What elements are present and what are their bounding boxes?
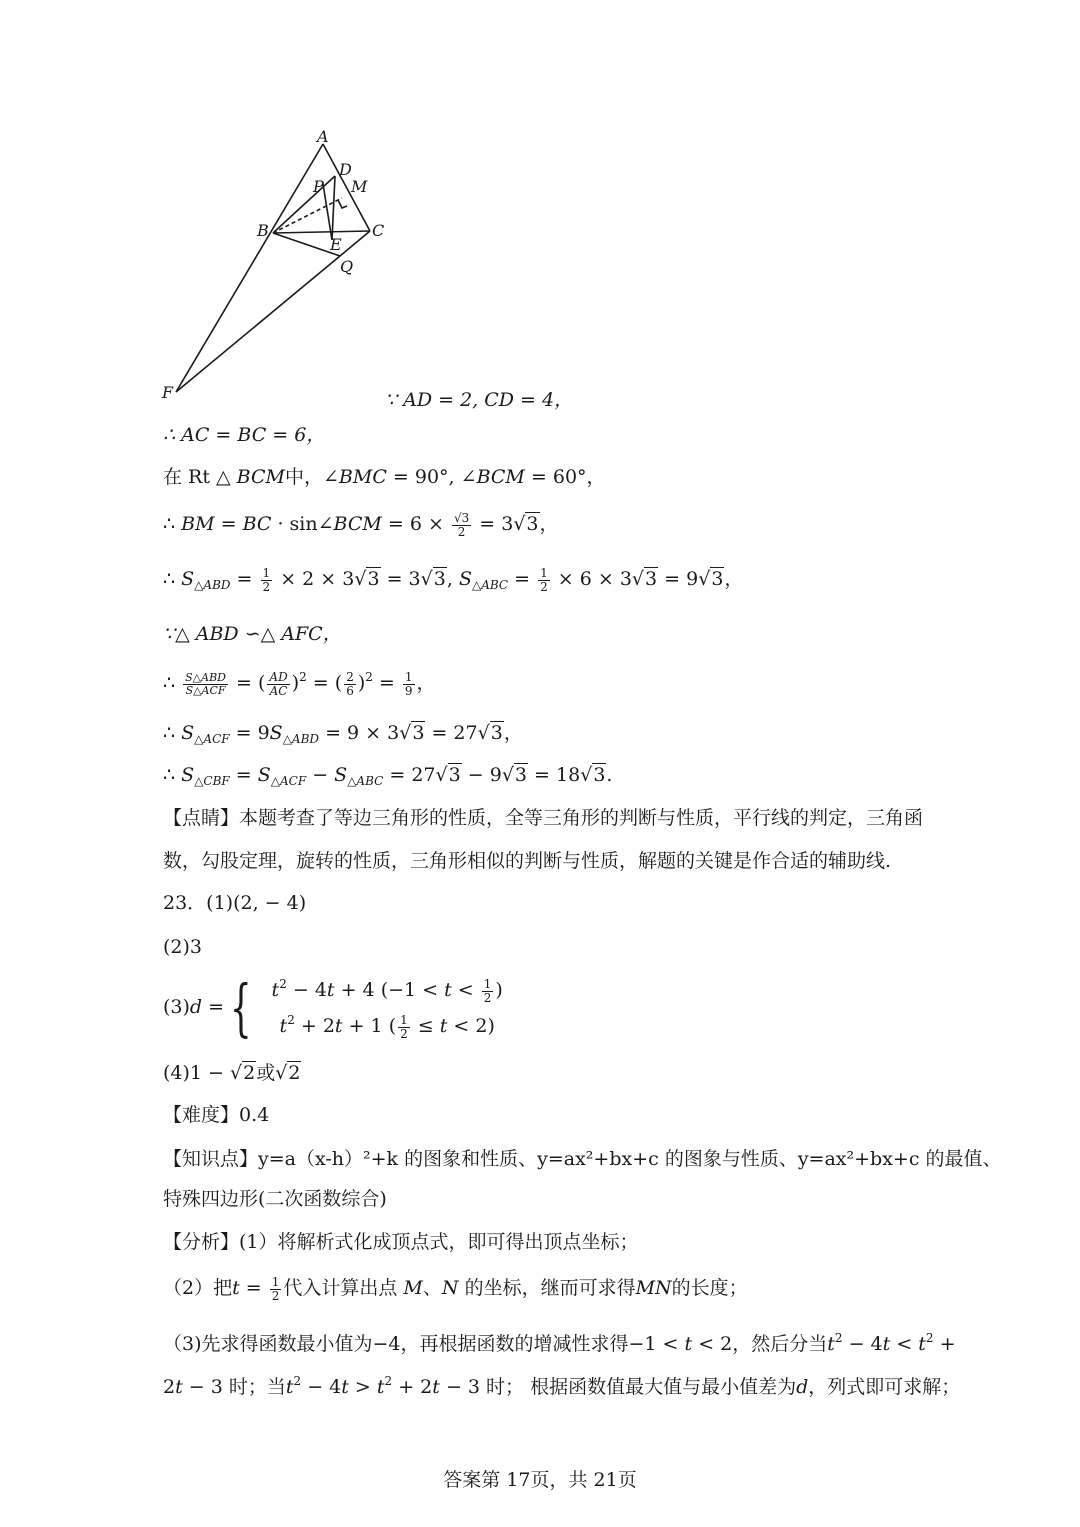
right-triangle-bcm: 在 Rt △ BCM中，∠BMC = 90°, ∠BCM = 60°， [163,466,606,488]
area-abd-abc: ∴ $S_{\triangle ABD}$ = $\frac{1}{2}$ × 2 × 3√3 = 3√3, $S_{\triangle ABC}$ = $\frac{1}{2}$ × 6 × 3√3 = 9√3， [163,566,744,594]
analysis-1: 【分析】(1）将解析式化成顶点式，即可得出顶点坐标； [163,1231,639,1253]
ac-equals-bc: ∴ AC = BC = 6， [163,424,326,446]
segment-BC [273,231,370,233]
given-lengths: ∵ AD = 2, CD = 4， [385,389,574,411]
knowledge-points-2: 特殊四边形(二次函数综合) [163,1188,387,1210]
label-E: E [330,235,342,254]
segment-BM-dashed [273,198,342,233]
label-F: F [162,383,174,402]
difficulty: 【难度】0.4 [163,1104,270,1126]
area-cbf: ∴ $S_{\triangle CBF} = S_{\triangle ACF} - S_{\triangle ABC} = 27√3 - 9√3 = 18√3$. [163,764,613,788]
area-ratio: ∴ $\frac{\text{S△ABD}}{\text{S△ACF}}$ = ( $\frac{AD}{AC}$ )$^2$ = ( $\frac{2}{6}$ )$^2$ = $\frac{1}{9}$ ， [163,669,436,698]
answer-23-part1: 23．(1)(2, − 4) [163,892,307,914]
label-Q: Q [340,257,354,276]
analysis-2: （2）把t = $\frac{1}{2}$ 代入计算出点 M、N 的坐标，继而可求得MN的长度； [163,1275,748,1303]
similar-triangles: ∵△ ABD ∽△ AFC， [163,623,342,645]
answer-23-part4: (4)1 − √2或√2 [163,1062,301,1084]
segment-CQ [340,231,370,256]
bm-calculation: ∴ BM = BC · sin∠BCM = 6 × $\frac{√3}{2}$ = 3√3， [163,511,559,539]
label-D: D [339,160,352,179]
segment-AF [176,144,323,392]
answer-23-part2: (2)3 [163,936,203,958]
label-C: C [372,221,385,240]
piecewise-cases: $t^2 - 4t + 4$ (−1 < t < $\frac{1}{2}$ ) $t^2 + 2t + 1$ ( $\frac{1}{2}$ ≤ t < 2) [271,976,503,1041]
analysis-4: 2t − 3 时；当$t^2 - 4t > t^2 + 2t - 3$ 时； 根据函数值最大值与最小值差为d，列式即可求解； [163,1374,961,1398]
right-angle-mark [338,200,347,208]
label-M: M [351,177,368,196]
fraction: $\frac{√3}{2}$ [453,511,470,539]
segment-DE [332,176,335,240]
label-P: P [313,177,324,196]
geometry-figure [150,128,410,408]
commentary-line-1: 【点睛】本题考查了等边三角形的性质，全等三角形的判断与性质，平行线的判定，三角函 [163,807,924,829]
knowledge-points-1: 【知识点】y=a（x-h）²+k 的图象和性质、y=ax²+bx+c 的图象与性质、y=ax²+bx+c 的最值、 [163,1148,1002,1170]
answer-23-part3: (3)d = { $t^2 - 4t + 4$ (−1 < t < $\frac{1}{2}$ ) $t^2 + 2t + 1$ ( $\frac{1}{2}$ ≤ t < 2) [163,971,503,1045]
label-A: A [317,128,329,146]
analysis-3: （3)先求得函数最小值为−4，再根据函数的增减性求得−1 < t < 2，然后分当$t^2 - 4t < t^2$ + [163,1331,956,1355]
left-brace: { [230,971,252,1045]
area-acf: ∴ $S_{\triangle ACF} = 9S_{\triangle ABD} = 9 \times 3√3 = 27√3$， [163,722,523,746]
segment-FQ [176,256,340,392]
page-footer: 答案第 17页，共 21页 [443,1469,637,1491]
commentary-line-2: 数，勾股定理，旋转的性质，三角形相似的判断与性质，解题的关键是作合适的辅助线. [163,850,892,872]
label-B: B [257,221,269,240]
